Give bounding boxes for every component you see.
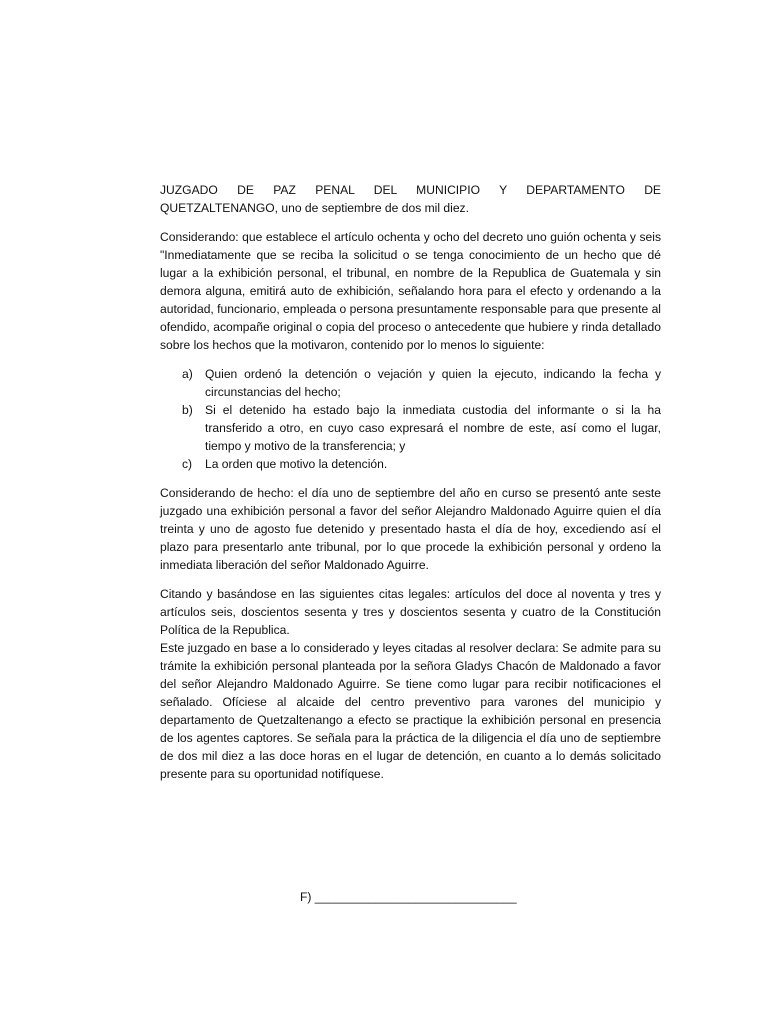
signature-line: F) ______________________________: [300, 890, 517, 904]
document-heading-line2: QUETZALTENANGO, uno de septiembre de dos mil diez.: [160, 201, 469, 215]
considerando-de-hecho-paragraph: Considerando de hecho: el día uno de septiembre del año en curso se presentó ante seste juzgado una exhibición personal a favor del señor Alejandro Maldonado Aguirre quien el día treinta y uno de agosto fue detenido y presentado hasta el día de hoy, excediendo así el plazo para presentarlo ante tribunal, por lo que procede la exhibición personal y ordeno la inmediata liberación del señor Maldonado Aguirre.: [160, 486, 661, 572]
list-item-text: Si el detenido ha estado bajo la inmediata custodia del informante o si la ha transferido a otro, en cuyo caso expresará el nombre de este, así como el lugar, tiempo y motivo de la transferencia; y: [205, 403, 661, 453]
list-marker: a): [182, 367, 193, 381]
requirements-list: [160, 365, 661, 473]
list-marker: b): [182, 403, 193, 417]
list-marker: c): [182, 457, 193, 471]
list-item: [160, 455, 661, 473]
citas-legales-paragraph: Citando y basándose en las siguientes citas legales: artículos del doce al noventa y tres y artículos seis, doscientos sesenta y tres y doscientos sesenta y cuatro de la Constitución Política de la Republica.: [160, 587, 661, 637]
document-body: [160, 181, 661, 783]
resolucion-paragraph: Este juzgado en base a lo considerado y leyes citadas al resolver declara: Se admite para su trámite la exhibición personal planteada por la señora Gladys Chacón de Maldonado a favor del señor Alejandro Maldonado Aguirre. Se tiene como lugar para recibir notificaciones el señalado. Ofíciese al alcaide del centro preventivo para varones del municipio y departamento de Quetzaltenango a efecto se practique la exhibición personal en presencia de los agentes captores. Se señala para la práctica de la diligencia el día uno de septiembre de dos mil diez a las doce horas en el lugar de detención, en cuanto a lo demás solicitado presente para su oportunidad notifíquese.: [160, 641, 661, 781]
list-item-text: Quien ordenó la detención o vejación y quien la ejecuto, indicando la fecha y circunstancias del hecho;: [205, 367, 661, 399]
considerando-paragraph: Considerando: que establece el artículo ochenta y ocho del decreto uno guión ochenta y seis "Inmediatamente que se reciba la solicitud o se tenga conocimiento de un hecho que dé lugar a la exhibición personal, el tribunal, en nombre de la Republica de Guatemala y sin demora alguna, emitirá auto de exhibición, señalando hora para el efecto y ordenando a la autoridad, funcionario, empleada o persona presuntamente responsable para que presente al ofendido, acompañe original o copia del proceso o antecedente que hubiere y rinda detallado sobre los hechos que la motivaron, contenido por lo menos lo siguiente:: [160, 230, 661, 352]
list-item: [160, 365, 661, 401]
list-item: [160, 401, 661, 455]
document-heading-line1: JUZGADO DE PAZ PENAL DEL MUNICIPIO Y DEPARTAMENTO DE: [160, 183, 661, 197]
list-item-text: La orden que motivo la detención.: [205, 457, 388, 471]
